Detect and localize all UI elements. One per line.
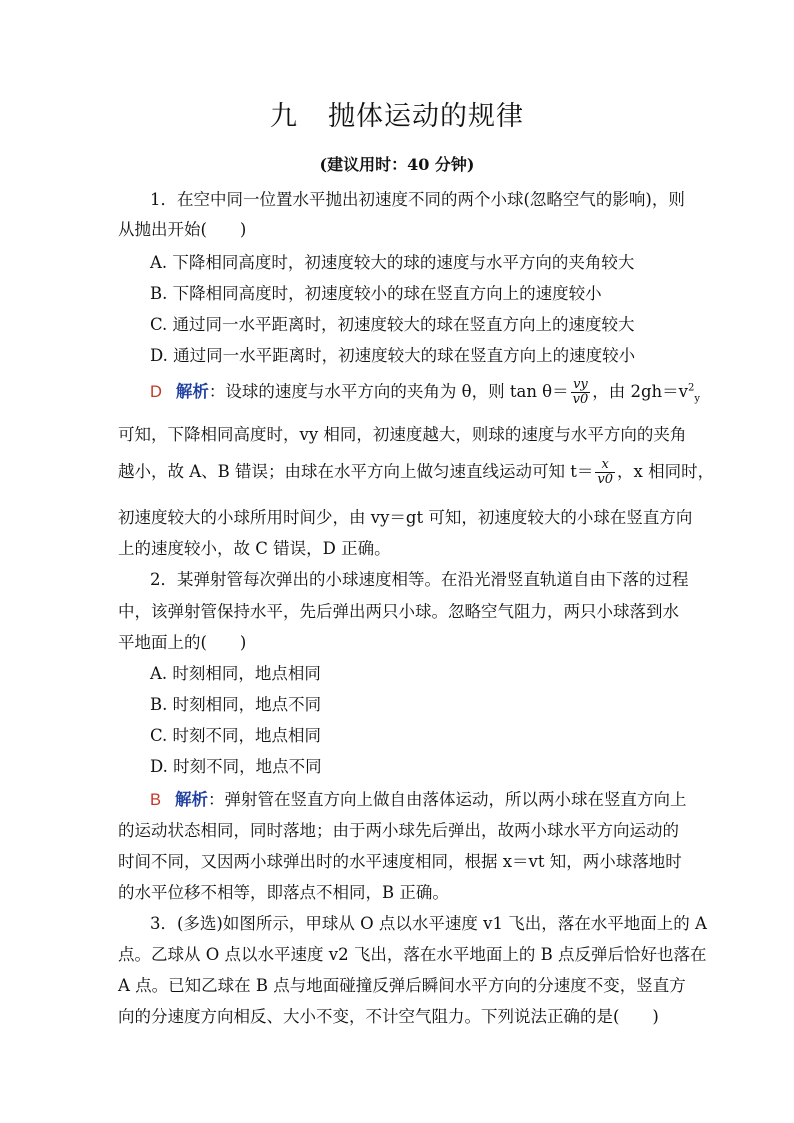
frac-denominator: v0: [572, 392, 589, 407]
q1-analysis-line-2: 可知，下降相同高度时，vy 相同，初速度越大，则球的速度与水平方向的夹角: [118, 425, 687, 444]
suggested-time: (建议用时：40 分钟): [319, 155, 475, 174]
q1-analysis-line-1: [150, 378, 712, 407]
q3-line-4: 向的分速度方向相反、大小不变，不计空气阻力。下列说法正确的是( ): [118, 1007, 659, 1026]
frac-numerator: x: [595, 458, 615, 473]
q2-analysis-line-1: [150, 786, 712, 810]
q1-stem-line-1: 1．在空中同一位置水平抛出初速度不同的两个小球(忽略空气的影响)，则: [150, 190, 685, 209]
q3-line-2: 点。乙球从 O 点以水平速度 v2 飞出，落在水平地面上的 B 点反弹后恰好也落在: [118, 945, 707, 964]
q2-stem-line-1: 2．某弹射管每次弹出的小球速度相等。在沿光滑竖直轨道自由下落的过程: [150, 570, 689, 589]
q1-option-b: B. 下降相同高度时，初速度较小的球在竖直方向上的速度较小: [150, 284, 602, 303]
section-number: 九: [270, 101, 298, 132]
q2-option-d: D. 时刻不同，地点不同: [150, 757, 322, 776]
q1-analysis-line-5: 上的速度较小，故 C 错误，D 正确。: [118, 539, 391, 558]
q2-option-b: B. 时刻相同，地点不同: [150, 695, 322, 714]
q1-analysis-line-3: [118, 457, 715, 487]
q2-analysis-line-4: 的水平位移不相等，即落点不相同，B 正确。: [118, 883, 449, 902]
q1-option-d: D. 通过同一水平距离时，初速度较大的球在竖直方向上的速度较小: [150, 346, 636, 365]
q1-analysis-text-2: ，由 2gh＝v: [592, 382, 689, 401]
q2-analysis-line-2: 的运动状态相同，同时落地；由于两小球先后弹出，故两小球水平方向运动的: [118, 821, 679, 840]
q3-line-3: A 点。已知乙球在 B 点与地面碰撞反弹后瞬间水平方向的分速度不变，竖直方: [118, 976, 686, 995]
q2-analysis-line-3: 时间不同，又因两小球弹出时的水平速度相同，根据 x＝vt 知，两小球落地时: [118, 852, 682, 871]
frac-denominator: v0: [597, 472, 614, 487]
q1-fraction-tan: [571, 378, 591, 407]
q2-answer: B: [150, 791, 162, 809]
q2-stem-line-2: 中，该弹射管保持水平，先后弹出两只小球。忽略空气阻力，两只小球落到水: [118, 602, 679, 621]
q1-subscript: y: [694, 393, 701, 405]
q2-analysis-text: ：弹射管在竖直方向上做自由落体运动，所以两小球在竖直方向上: [208, 790, 687, 809]
q1-stem-line-2: 从抛出开始( ): [118, 220, 247, 239]
q3-line-1: 3．(多选)如图所示，甲球从 O 点以水平速度 v1 飞出，落在水平地面上的 A: [150, 914, 707, 933]
q1-superscript: 2: [688, 382, 695, 394]
q1-option-c: C. 通过同一水平距离时，初速度较大的球在竖直方向上的速度较大: [150, 315, 635, 334]
q1-analysis-text-3: 越小，故 A、B 错误；由球在水平方向上做匀速直线运动可知 t＝: [118, 462, 594, 481]
q1-analysis-line-4: 初速度较大的小球所用时间少，由 vy＝gt 可知，初速度较大的小球在竖直方向: [118, 508, 693, 527]
section-title: 抛体运动的规律: [328, 101, 524, 132]
frac-numerator: vy: [571, 378, 591, 393]
q2-stem-line-3: 平地面上的( ): [118, 633, 247, 652]
q2-analysis-label: 解析: [175, 790, 209, 809]
q1-analysis-label: 解析: [175, 382, 209, 401]
q1-analysis-text-4: ，x 相同时，: [617, 462, 715, 481]
q1-analysis-text: ：设球的速度与水平方向的夹角为 θ，则 tan θ＝: [208, 382, 569, 401]
q1-option-a: A. 下降相同高度时，初速度较大的球的速度与水平方向的夹角较大: [150, 253, 635, 272]
page-title: [0, 94, 794, 133]
q1-answer: D: [150, 383, 162, 401]
q2-option-c: C. 时刻不同，地点相同: [150, 726, 322, 745]
q2-option-a: A. 时刻相同，地点相同: [150, 664, 321, 683]
q1-fraction-t: [595, 458, 615, 487]
